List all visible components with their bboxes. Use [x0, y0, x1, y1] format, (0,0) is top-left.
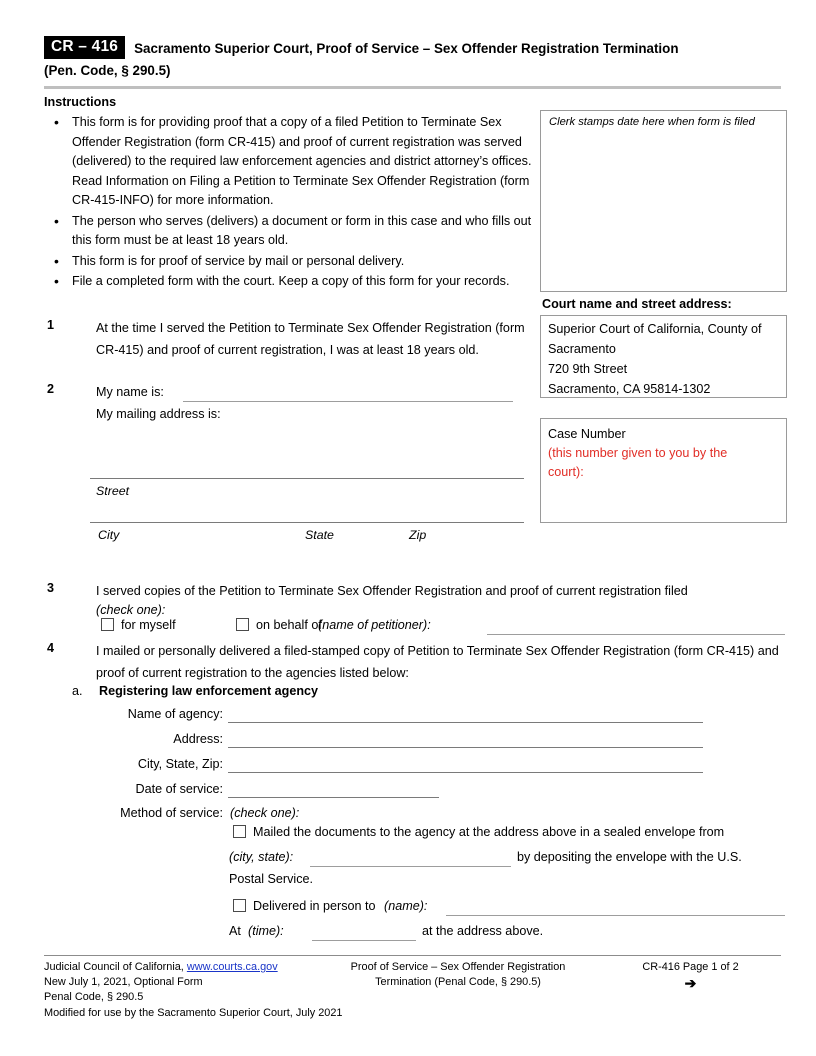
instructions-list [50, 113, 535, 293]
form-header [44, 36, 772, 80]
item-3-text: I served copies of the Petition to Terminate Sex Offender Registration and proof of current registration filed [96, 584, 688, 598]
checkbox-on-behalf-of[interactable] [236, 618, 249, 631]
case-number-note-line1: (this number given to you by the [548, 446, 728, 460]
label-on-behalf-of: on behalf of [256, 618, 322, 632]
mail-city-state-input-line[interactable] [310, 866, 511, 867]
label-at-address-above: at the address above. [422, 924, 544, 938]
label-date-of-service: Date of service: [135, 782, 223, 796]
form-title: Sacramento Superior Court, Proof of Service – Sex Offender Registration Termination [134, 41, 679, 56]
label-method-of-service: Method of service: [120, 806, 223, 820]
list-item [50, 272, 535, 292]
label-city-state-zip: City, State, Zip: [137, 757, 223, 771]
label-time-italic: (time): [248, 924, 284, 938]
case-number-label: Case Number [548, 427, 626, 441]
court-address-line: Sacramento [548, 342, 616, 356]
item-4a-title: Registering law enforcement agency [99, 684, 319, 698]
instruction-text: This form is for providing proof that a copy of a filed Petition to Terminate Sex Offender Registration (form CR-415) and proof of current registration was served (delivered) to the required law enforcement agencies and district attorney’s offices. Read Information on Filing a Petition to Terminate Sex Offender Registration (form CR-415-INFO) for more information. [72, 115, 532, 207]
case-number-note-line2: court): [548, 465, 584, 479]
zip-caption: Zip [409, 528, 427, 542]
footer-revision-line: New July 1, 2021, Optional Form [44, 976, 203, 989]
checkbox-delivered-in-person[interactable] [233, 899, 246, 912]
label-postal-service: Postal Service. [229, 872, 313, 886]
bullet-icon: • [54, 114, 59, 130]
item-3-number: 3 [47, 581, 55, 595]
instruction-text: This form is for proof of service by mail or personal delivery. [72, 253, 405, 268]
bullet-icon: • [54, 273, 59, 289]
label-depositing-envelope: by depositing the envelope with the U.S. [517, 850, 742, 864]
agency-city-state-zip-input-line[interactable] [228, 772, 703, 773]
label-at-time: At [229, 924, 241, 938]
footer-page-number: CR-416 Page 1 of 2 [642, 961, 739, 973]
court-address-line: Superior Court of California, County of [548, 322, 762, 336]
date-of-service-input-line[interactable] [228, 797, 439, 798]
footer-modified-line: Modified for use by the Sacramento Superior Court, July 2021 [44, 1006, 343, 1019]
footer-divider [44, 955, 781, 956]
label-delivered-in-person: Delivered in person to [253, 899, 376, 913]
item-1-text: At the time I served the Petition to Terminate Sex Offender Registration (form CR-415) and proof of current registration, I was at least 18 years old. [96, 321, 525, 357]
item-2-number: 2 [47, 382, 55, 396]
courts-website-link[interactable]: www.courts.ca.gov [186, 961, 278, 973]
label-mailed-documents: Mailed the documents to the agency at the address above in a sealed envelope from [253, 825, 725, 839]
label-delivered-name: (name): [384, 899, 428, 913]
city-state-zip-input-line[interactable] [90, 522, 524, 523]
footer-council-line [44, 960, 342, 975]
label-for-myself: for myself [121, 618, 176, 632]
label-address: Address: [173, 732, 223, 746]
item-3-check-one: (check one): [96, 603, 166, 617]
city-caption: City [98, 528, 120, 542]
instructions-heading: Instructions [44, 95, 117, 109]
next-page-arrow-icon: ➔ [684, 975, 697, 992]
agency-address-input-line[interactable] [228, 747, 703, 748]
court-address-line: Sacramento, CA 95814-1302 [548, 382, 711, 396]
instruction-text: The person who serves (delivers) a document or form in this case and who fills out this form must be at least 18 years old. [72, 213, 532, 247]
item-4-text: I mailed or personally delivered a filed-stamped copy of Petition to Terminate Sex Offender Registration (form CR-415) and proof of current registration to the agencies listed below: [96, 644, 779, 680]
footer-council-text: Judicial Council of California, [44, 961, 187, 973]
state-caption: State [305, 528, 334, 542]
instruction-text: File a completed form with the court. Keep a copy of this form for your records. [72, 274, 510, 288]
bullet-icon: • [54, 252, 59, 269]
item-2-name-label: My name is: [96, 385, 164, 399]
bullet-icon: • [54, 212, 59, 229]
footer-form-name-line1: Proof of Service – Sex Offender Registration [350, 961, 566, 973]
clerk-stamp-box [540, 110, 787, 292]
footer-form-name-line2: Termination (Penal Code, § 290.5) [375, 976, 541, 989]
label-method-check-one: (check one): [230, 806, 300, 820]
petitioner-name-input-line[interactable] [487, 634, 785, 635]
form-title-row [44, 36, 772, 59]
footer-penal-code-line: Penal Code, § 290.5 [44, 991, 144, 1004]
name-input-line[interactable] [183, 401, 513, 402]
court-address-box [540, 315, 787, 398]
item-4a-letter: a. [72, 684, 83, 698]
label-name-of-petitioner: (name of petitioner): [318, 618, 431, 632]
item-2-address-label: My mailing address is: [96, 407, 221, 421]
footer-left-block [44, 960, 342, 1021]
name-of-agency-input-line[interactable] [228, 722, 703, 723]
form-number-badge: CR – 416 [44, 36, 125, 59]
footer-right-block [600, 960, 781, 991]
court-address-line: 720 9th Street [548, 362, 628, 376]
list-item [50, 113, 535, 211]
time-input-line[interactable] [312, 940, 416, 941]
label-city-state: (city, state): [229, 850, 294, 864]
court-address-label: Court name and street address: [542, 297, 732, 311]
street-input-line[interactable] [90, 478, 524, 479]
list-item [50, 212, 535, 251]
label-name-of-agency: Name of agency: [127, 707, 223, 721]
delivered-name-input-line[interactable] [446, 915, 785, 916]
checkbox-for-myself[interactable] [101, 618, 114, 631]
street-caption: Street [96, 484, 130, 498]
item-1-number: 1 [47, 318, 55, 332]
list-item [50, 252, 535, 272]
case-number-box[interactable] [540, 418, 787, 523]
clerk-stamp-label: Clerk stamps date here when form is filed [549, 116, 755, 128]
footer-center-block [318, 960, 598, 990]
form-subtitle: (Pen. Code, § 290.5) [44, 62, 171, 78]
header-divider [44, 86, 781, 89]
item-4-number: 4 [47, 641, 55, 655]
checkbox-mailed-documents[interactable] [233, 825, 246, 838]
